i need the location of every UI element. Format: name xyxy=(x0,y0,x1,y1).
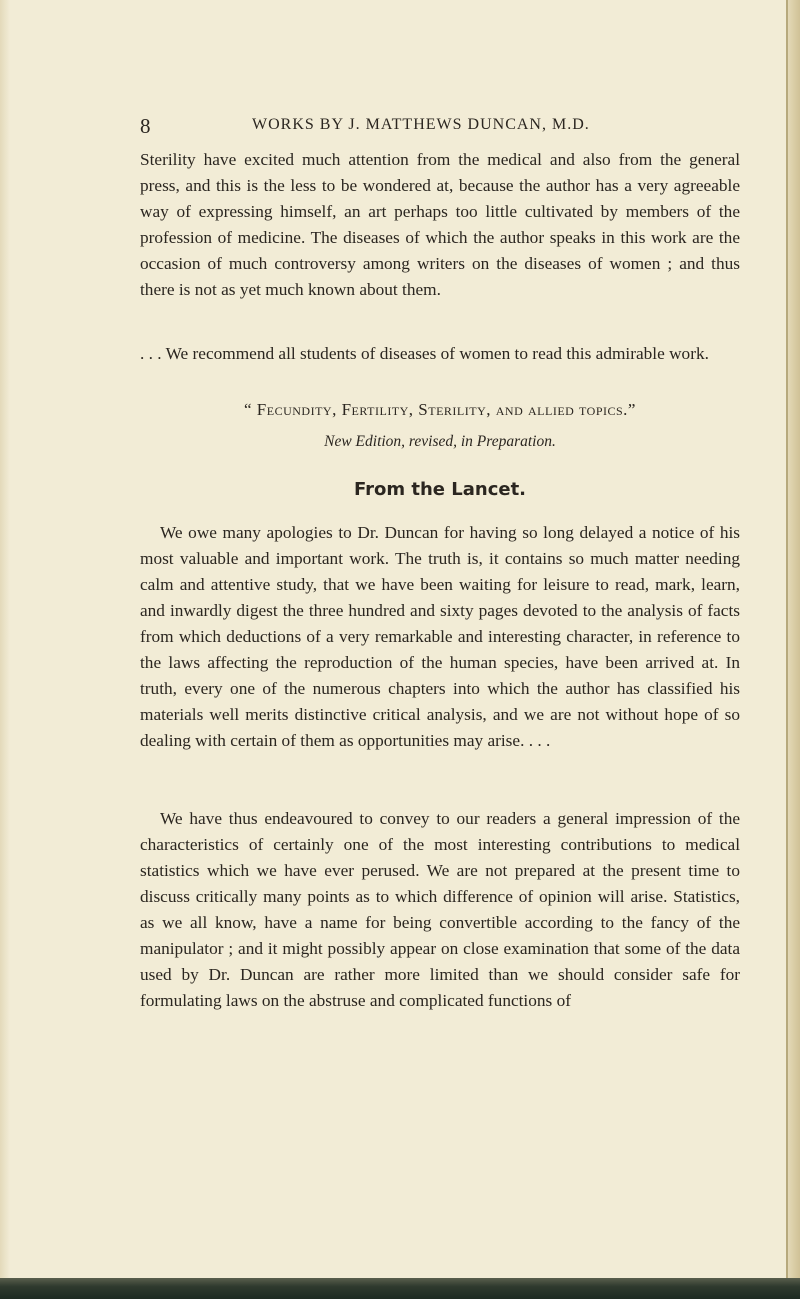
review-paragraph-1: Sterility have excited much attention from the medical and also from the general press, and this is the less to be wondered at, because the author has a very agreeable way of expressing himself, an art perhaps too little cultivated by members of the profession of medicine. The diseases of which the author speaks in this work are the occasion of much controversy among writers on the diseases of women ; and thus there is not as yet much known about them. xyxy=(140,150,740,299)
book-title: “ Fecundity, Fertility, Sterility, and allied topics.” xyxy=(244,400,636,419)
page-left-shadow xyxy=(0,0,10,1299)
review-paragraph-4: We have thus endeavoured to convey to our readers a general impression of the characteristics of certainly one of the most interesting contributions to medical statistics which we have ever perused. We are not prepared at the present time to discuss critically many points as to which difference of opinion will arise. Statistics, as we all know, have a name for being convertible according to the fancy of the manipulator ; and it might possibly appear on close examination that some of the data used by Dr. Duncan are rather more limited than we should consider safe for formulating laws on the abstruse and complicated functions of xyxy=(140,809,740,1010)
running-head xyxy=(140,114,740,140)
review-paragraph-3: We owe many apologies to Dr. Duncan for having so long delayed a notice of his most valuable and important work. The truth is, it contains so much matter needing calm and attentive study, that we have been waiting for leisure to read, mark, learn, and inwardly digest the three hundred and sixty pages devoted to the analysis of facts from which deductions of a very remarkable and interesting character, in reference to the laws affecting the reproduction of the human species, have been arrived at. In truth, every one of the numerous chapters into which the author has classified his materials well merits distinctive critical analysis, and we are not without hope of so dealing with certain of them as opportunities may arise. . . . xyxy=(140,523,740,750)
edition-note: New Edition, revised, in Preparation. xyxy=(324,433,556,450)
page-bottom-edge xyxy=(0,1278,800,1299)
page-edge-line xyxy=(786,0,788,1299)
page-edge xyxy=(786,0,800,1299)
running-head-title: WORKS BY J. MATTHEWS DUNCAN, M.D. xyxy=(252,116,590,133)
review-paragraph-2: . . . We recommend all students of diseases of women to read this admirable work. xyxy=(140,344,709,363)
review-source-heading: From the Lancet. xyxy=(353,479,527,500)
page-number: 8 xyxy=(140,114,151,138)
